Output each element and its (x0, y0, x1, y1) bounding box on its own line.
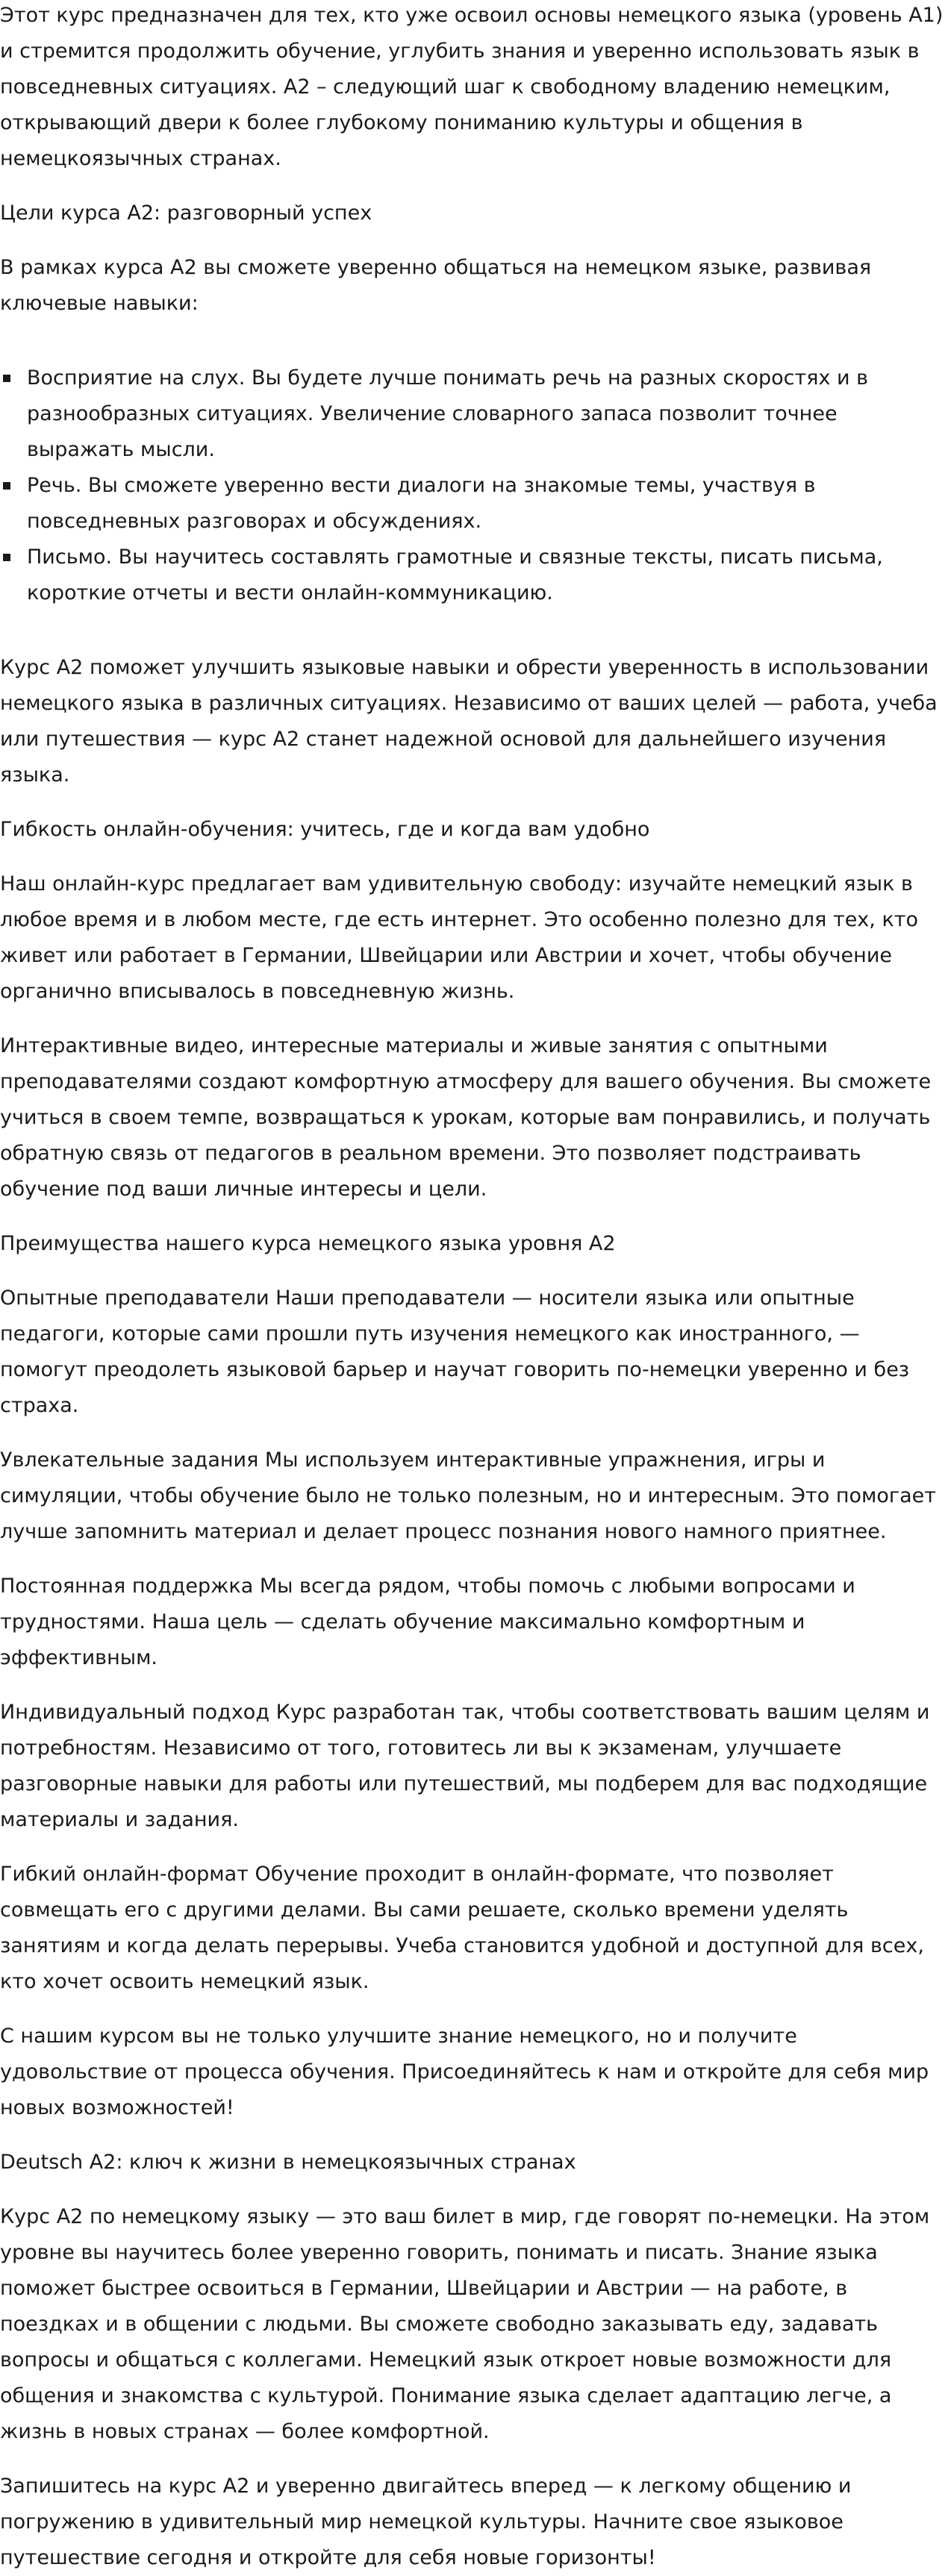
goals-summary: Курс A2 поможет улучшить языковые навыки и обрести уверенность в использовании немецкого языка в различных ситуациях. Независимо от ваших целей — работа, учеба или путешествия — курс A2 станет надежной основой для дальнейшего изучения языка. (0, 656, 938, 787)
life-paragraph-1: Курс A2 по немецкому языку — это ваш билет в мир, где говорят по-немецки. На этом уровне вы научитесь более уверенно говорить, понимать и писать. Знание языка поможет быстрее освоиться в Германии, Швейцарии и Австрии — на работе, в поездках и в общении с людьми. Вы сможете свободно заказывать еду, задавать вопросы и общаться с коллегами. Немецкий язык откроет новые возможности для общения и знакомства с культурой. Понимание языка сделает адаптацию легче, а жизнь в новых странах — более комфортной. (0, 2205, 930, 2443)
advantage-tasks: Увлекательные задания Мы используем интерактивные упражнения, игры и симуляции, чтобы обучение было не только полезным, но и интересным. Это помогает лучше запомнить материал и делает процесс познания нового намного приятнее. (0, 1448, 936, 1543)
advantage-online: Гибкий онлайн-формат Обучение проходит в онлайн-формате, что позволяет совмещать его с другими делами. Вы сами решаете, сколько времени уделять занятиям и когда делать перерывы. Учеба становится удобной и доступной для всех, кто хочет освоить немецкий язык. (0, 1863, 924, 1993)
list-item (0, 468, 948, 540)
flexibility-heading: Гибкость онлайн-обучения: учитесь, где и когда вам удобно (0, 818, 650, 841)
list-item (0, 360, 948, 468)
advantage-support: Постоянная поддержка Мы всегда рядом, чтобы помочь с любыми вопросами и трудностями. Наша цель — сделать обучение максимально комфортным и эффективным. (0, 1575, 855, 1669)
life-paragraph-2: Запишитесь на курс A2 и уверенно двигайтесь вперед — к легкому общению и погружению в удивительный мир немецкой культуры. Начните свое языковое путешествие сегодня и откройте для себя новые горизонты! (0, 2475, 852, 2569)
life-heading: Deutsch A2: ключ к жизни в немецкоязычных странах (0, 2151, 576, 2174)
square-bullet-icon (3, 375, 10, 382)
square-bullet-icon (3, 554, 10, 561)
square-bullet-icon (3, 482, 10, 490)
skills-list (0, 360, 948, 611)
flexibility-paragraph-2: Интерактивные видео, интересные материалы и живые занятия с опытными преподавателями создают комфортную атмосферу для вашего обучения. Вы сможете учиться в своем темпе, возвращаться к урокам, которые вам понравились, и получать обратную связь от педагогов в реальном времени. Это позволяет подстраивать обучение под ваши личные интересы и цели. (0, 1034, 932, 1201)
list-item-text: Речь. Вы сможете уверенно вести диалоги на знакомые темы, участвуя в повседневных разговорах и обсуждениях. (27, 474, 816, 533)
advantages-heading: Преимущества нашего курса немецкого языка уровня A2 (0, 1232, 616, 1255)
advantage-individual: Индивидуальный подход Курс разработан так, чтобы соответствовать вашим целям и потребностям. Независимо от того, готовитесь ли вы к экзаменам, улучшаете разговорные навыки для работы или путешествий, мы подберем для вас подходящие материалы и задания. (0, 1701, 930, 1831)
flexibility-paragraph-1: Наш онлайн-курс предлагает вам удивительную свободу: изучайте немецкий язык в любое время и в любом месте, где есть интернет. Это особенно полезно для тех, кто живет или работает в Германии, Швейцарии или Австрии и хочет, чтобы обучение органично вписывалось в повседневную жизнь. (0, 872, 919, 1003)
goals-heading: Цели курса A2: разговорный успех (0, 201, 372, 225)
list-item-text: Восприятие на слух. Вы будете лучше понимать речь на разных скоростях и в разнообразных ситуациях. Увеличение словарного запаса позволит точнее выражать мысли. (27, 366, 869, 461)
list-item (0, 540, 948, 611)
list-item-text: Письмо. Вы научитесь составлять грамотные и связные тексты, писать письма, короткие отчеты и вести онлайн-коммуникацию. (27, 545, 883, 604)
advantage-teachers: Опытные преподаватели Наши преподаватели — носители языка или опытные педагоги, которые сами прошли путь изучения немецкого как иностранного, — помогут преодолеть языковой барьер и научат говорить по-немецки уверенно и без страха. (0, 1287, 910, 1417)
intro-paragraph: Этот курс предназначен для тех, кто уже освоил основы немецкого языка (уровень A1) и стремится продолжить обучение, углубить знания и уверенно использовать язык в повседневных ситуациях. A2 – следующий шаг к свободному владению немецким, открывающий двери к более глубокому пониманию культуры и общения в немецкоязычных странах. (0, 4, 944, 170)
goals-lead: В рамках курса A2 вы сможете уверенно общаться на немецком языке, развивая ключевые навыки: (0, 256, 872, 315)
advantages-closing: С нашим курсом вы не только улучшите знание немецкого, но и получите удовольствие от процесса обучения. Присоединяйтесь к нам и откройте для себя мир новых возможностей! (0, 2025, 929, 2119)
